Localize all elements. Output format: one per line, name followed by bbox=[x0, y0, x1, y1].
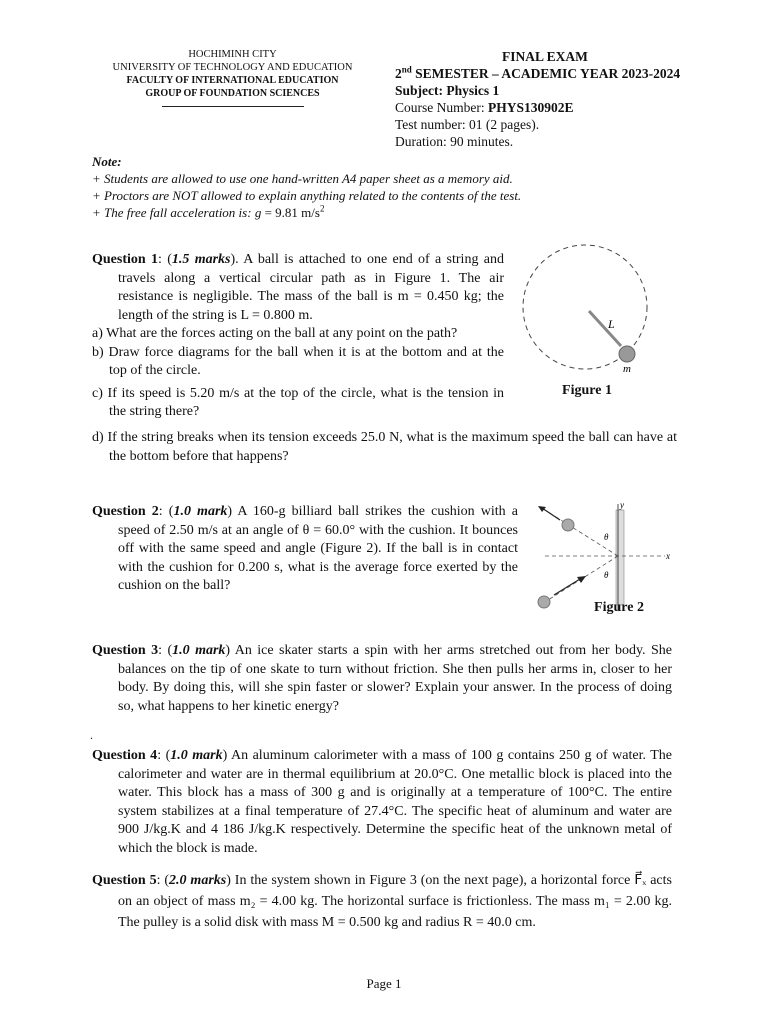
semester-line bbox=[395, 65, 735, 82]
ball bbox=[619, 346, 635, 362]
label-x: x bbox=[666, 551, 670, 561]
question-1-label: Question 1 bbox=[92, 252, 158, 267]
question-3-text: ) An ice skater starts a spin with her arms stretched out from her body. She balances on the tip of one skate to turn without friction. She then pulls her arms in, closer to her body. By doing this, will she spin faster or slower? Explain your answer. In the process of doing so, what happens to her kinetic energy? bbox=[118, 643, 672, 714]
note-line-3-exponent: 2 bbox=[319, 203, 325, 214]
question-5-label: Question 5 bbox=[92, 873, 157, 888]
test-number-line: Test number: 01 (2 pages). bbox=[395, 117, 540, 132]
question-2 bbox=[92, 503, 518, 596]
note-line-3-text: + The free fall acceleration is: bbox=[92, 205, 255, 220]
cushion bbox=[616, 510, 624, 605]
course-label: Course Number: bbox=[395, 100, 488, 115]
question-4-label: Question 4 bbox=[92, 748, 158, 763]
question-4 bbox=[92, 747, 672, 858]
duration-line: Duration: 90 minutes. bbox=[395, 134, 514, 149]
question-5 bbox=[92, 870, 672, 933]
note-line-3-value: = 9.81 m/s bbox=[261, 205, 320, 220]
university-line: UNIVERSITY OF TECHNOLOGY AND EDUCATION bbox=[112, 62, 353, 73]
arrowhead-out bbox=[538, 506, 546, 512]
header-underline bbox=[162, 106, 304, 107]
ball-incoming bbox=[538, 596, 550, 608]
question-5-stem: Question 5: (2.0 marks) In the system shown in Figure 3 (on the next page), a horizontal force F⃗ₓ acts on an object of mass m₂ = 4.00 kg. The horizontal surface is frictionless. The mass m₁ = 2.00 kg. The pulley is a solid disk with mass M = 0.500 kg and radius R = 40.0 cm. bbox=[92, 873, 672, 930]
question-3-marks: 1.0 mark bbox=[172, 643, 226, 658]
label-L: L bbox=[608, 317, 615, 331]
semester-number: 2 bbox=[395, 66, 402, 81]
subject-line: Subject: Physics 1 bbox=[395, 83, 500, 98]
question-2-label: Question 2 bbox=[92, 504, 159, 519]
question-5-marks: 2.0 marks bbox=[169, 873, 227, 888]
question-1-part-a: a) What are the forces acting on the ball at any point on the path? bbox=[92, 326, 458, 341]
figure-2-cushion-diagram bbox=[530, 498, 680, 613]
question-5-text: ) In the system shown in Figure 3 (on the next page), a horizontal force F⃗ₓ acts on an object of mass m₂ = 4.00 kg. The horizontal surface is frictionless. The mass m₁ = 2.00 kg. The pulley is a solid disk with mass M = 0.500 kg and radius R = 40.0 cm. bbox=[118, 873, 672, 930]
note-block bbox=[92, 153, 692, 221]
note-line-2: + Proctors are NOT allowed to explain anything related to the contents of the test. bbox=[92, 188, 522, 203]
velocity-in bbox=[554, 579, 580, 595]
institution-block bbox=[100, 48, 365, 100]
figure-1-caption: Figure 1 bbox=[562, 383, 612, 398]
question-1-part-c: c) If its speed is 5.20 m/s at the top of the circle, what is the tension in the string there? bbox=[92, 385, 504, 419]
question-2-text: ) A 160-g billiard ball strikes the cushion with a speed of 2.50 m/s at an angle of θ = 60.0° with the cushion. It bounces off with the same speed and angle (Figure 2). If the ball is in contact with the cushion for 0.200 s, what is the average force exerted by the cushion on the ball? bbox=[118, 504, 518, 593]
note-line-3-g: g bbox=[254, 205, 262, 220]
figure-1-circle-diagram bbox=[516, 238, 656, 378]
page-number: Page 1 bbox=[366, 976, 402, 991]
question-1-marks: 1.5 marks bbox=[171, 252, 231, 267]
question-4-marks: 1.0 mark bbox=[170, 748, 223, 763]
string bbox=[589, 311, 621, 346]
velocity-out bbox=[542, 508, 560, 520]
question-1-text: ). A ball is attached to one end of a string and travels along a vertical circular path as in Figure 1. The air resistance is negligible. The mass of the ball is m = 0.450 kg; the length of the string is L = 0.800 m. bbox=[118, 252, 504, 323]
question-3-stem: Question 3: (1.0 mark) An ice skater starts a spin with her arms stretched out from her body. She balances on the tip of one skate to turn without friction. She then pulls her arms in, closer to her body. By doing this, will she spin faster or slower? Explain your answer. In the process of doing so, what happens to her kinetic energy? bbox=[92, 643, 672, 714]
city-line: HOCHIMINH CITY bbox=[188, 49, 277, 60]
label-m: m bbox=[623, 363, 631, 375]
label-theta-top: θ bbox=[604, 532, 609, 542]
note-line-1: + Students are allowed to use one hand-written A4 paper sheet as a memory aid. bbox=[92, 171, 513, 186]
note-title: Note: bbox=[92, 154, 122, 169]
question-4-stem: Question 4: (1.0 mark) An aluminum calorimeter with a mass of 100 g contains 250 g of water. The calorimeter and water are in thermal equilibrium at 20.0°C. One metallic block is placed into the water. This block has a mass of 300 g and is originally at a temperature of 100°C. The entire system stabilizes at a final temperature of 27.4°C. The specific heat of aluminum and water are 900 J/kg.K and 4 186 J/kg.K respectively. Determine the specific heat of the unknown metal of which the block is made. bbox=[92, 748, 672, 856]
question-1-part-d: d) If the string breaks when its tension exceeds 25.0 N, what is the maximum speed the ball can have at the bottom before that happens? bbox=[92, 430, 677, 464]
group-line: GROUP OF FOUNDATION SCIENCES bbox=[145, 88, 320, 99]
label-theta-bottom: θ bbox=[604, 570, 609, 580]
course-line bbox=[395, 99, 735, 116]
faculty-line: FACULTY OF INTERNATIONAL EDUCATION bbox=[126, 75, 339, 86]
question-1-stem: Question 1: (1.5 marks). A ball is attached to one end of a string and travels along a vertical circular path as in Figure 1. The air resistance is negligible. The mass of the ball is m = 0.450 kg; the length of the string is L = 0.800 m. bbox=[92, 252, 504, 323]
stray-dot: . bbox=[90, 728, 93, 742]
question-1-part-b: b) Draw force diagrams for the ball when it is at the bottom and at the top of the circle. bbox=[92, 344, 504, 378]
question-3 bbox=[92, 642, 672, 716]
question-2-marks: 1.0 mark bbox=[173, 504, 228, 519]
question-2-stem: Question 2: (1.0 mark) A 160-g billiard ball strikes the cushion with a speed of 2.50 m/s at an angle of θ = 60.0° with the cushion. It bounces off with the same speed and angle (Figure 2). If the ball is in contact with the cushion for 0.200 s, what is the average force exerted by the cushion on the ball? bbox=[92, 504, 518, 593]
exam-info-block bbox=[395, 48, 735, 150]
exam-title: FINAL EXAM bbox=[502, 49, 588, 64]
course-number: PHYS130902E bbox=[487, 100, 574, 115]
question-1-part-d-wrap bbox=[92, 429, 677, 466]
question-4-text: ) An aluminum calorimeter with a mass of 100 g contains 250 g of water. The calorimeter and water are in thermal equilibrium at 20.0°C. One metallic block is placed into the water. This block has a mass of 300 g and is originally at a temperature of 100°C. The entire system stabilizes at a final temperature of 27.4°C. The specific heat of aluminum and water are 900 J/kg.K and 4 186 J/kg.K respectively. Determine the specific heat of the unknown metal of which the block is made. bbox=[118, 748, 672, 856]
question-3-label: Question 3 bbox=[92, 643, 159, 658]
semester-suffix: nd bbox=[401, 64, 412, 75]
question-1 bbox=[92, 251, 504, 422]
semester-text: SEMESTER – ACADEMIC YEAR 2023-2024 bbox=[411, 66, 681, 81]
figure-2-caption: Figure 2 bbox=[594, 600, 644, 615]
ball-outgoing bbox=[562, 519, 574, 531]
note-line-3 bbox=[92, 204, 692, 221]
label-y: y bbox=[620, 500, 624, 510]
